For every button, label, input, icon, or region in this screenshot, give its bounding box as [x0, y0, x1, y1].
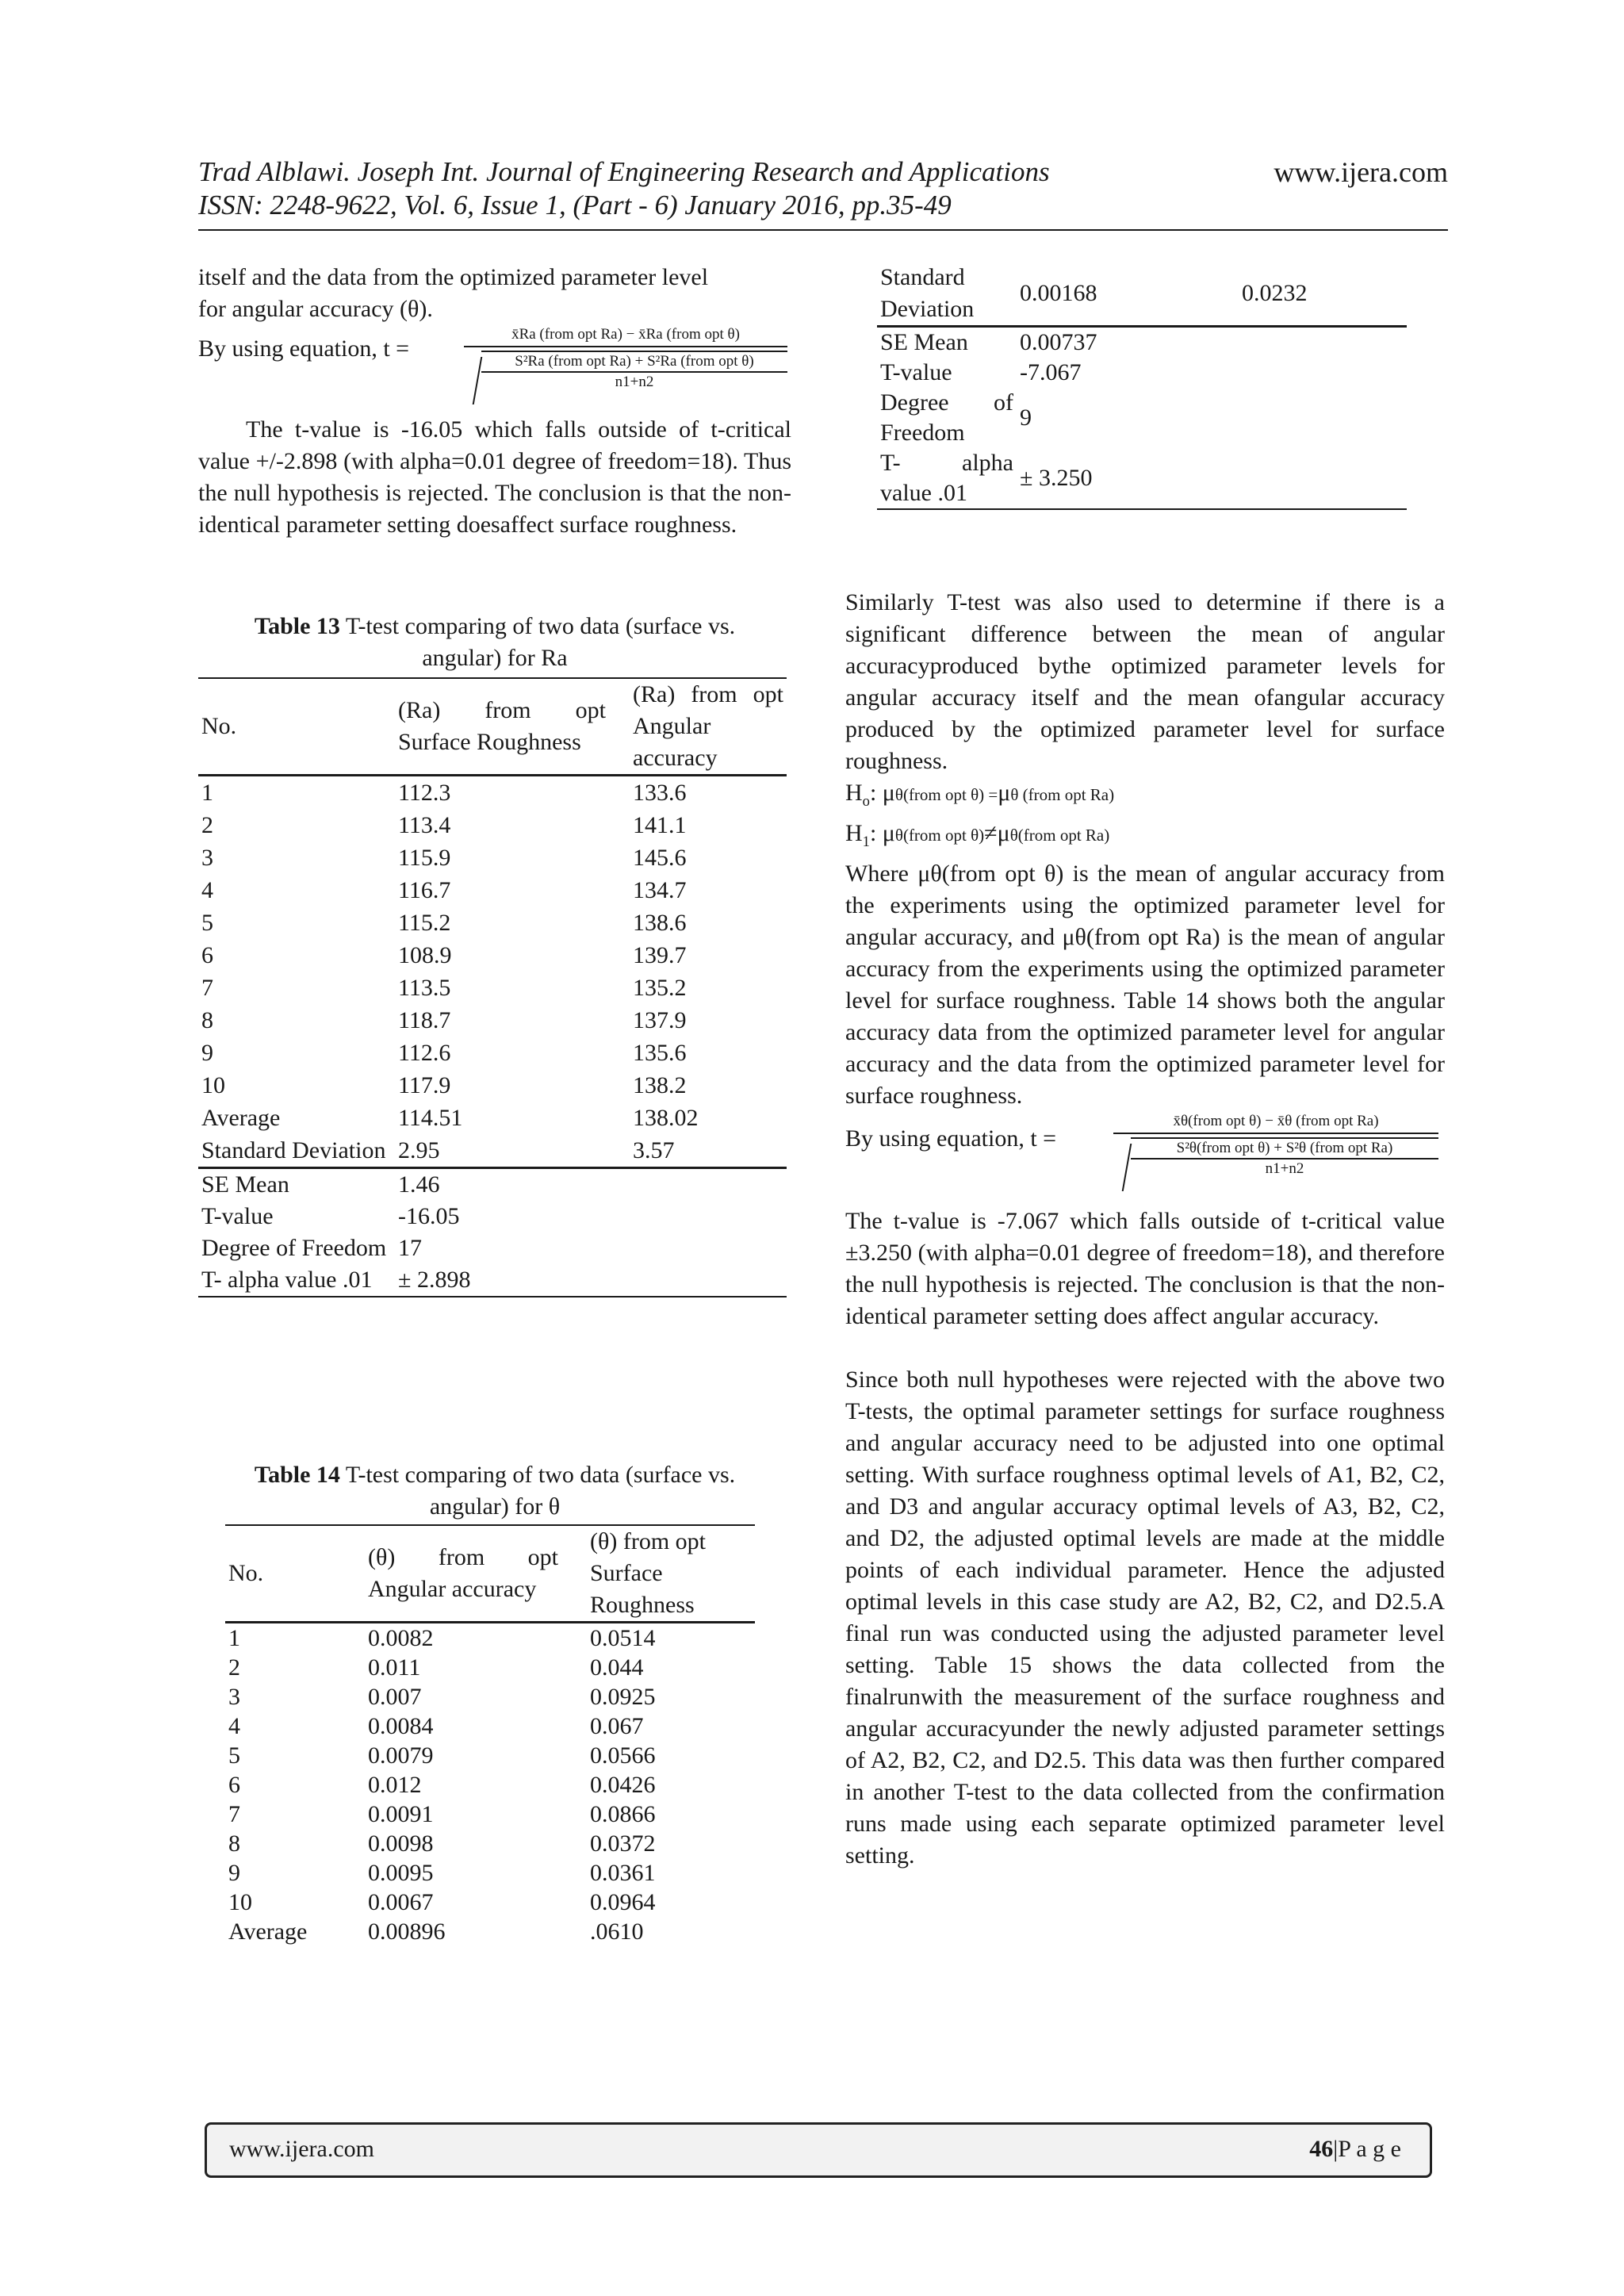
alt-hypothesis: $H_1$: μθ(from opt θ)≠μθ(from opt Ra) — [845, 820, 1110, 850]
table-cell: 0.0361 — [590, 1860, 656, 1886]
table-cell: 7 — [228, 1801, 240, 1827]
table-cell: T- alpha value .01 — [880, 450, 1013, 506]
table-cell: Degree of Freedom — [880, 389, 1013, 446]
header-website[interactable]: www.ijera.com — [1274, 156, 1448, 188]
table-cell: Degree of Freedom — [201, 1235, 387, 1261]
table-cell: 0.00168 — [1020, 280, 1097, 306]
table-cell: ± 2.898 — [398, 1267, 471, 1293]
table-row — [198, 1004, 787, 1037]
table-row — [198, 1037, 787, 1069]
table-cell: 133.6 — [633, 780, 687, 806]
table-cell: 135.6 — [633, 1040, 687, 1066]
table-row — [198, 809, 787, 841]
table-cell: 17 — [398, 1235, 422, 1261]
table-cell: 8 — [201, 1007, 213, 1033]
page-number: 46 — [1309, 2136, 1334, 2162]
header-citation-line2: ISSN: 2248-9622, Vol. 6, Issue 1, (Part - 6) January 2016, pp.35-49 — [198, 190, 952, 220]
table-cell: 145.6 — [633, 845, 687, 871]
table-cell: 113.4 — [398, 812, 451, 838]
table-cell: SE Mean — [880, 329, 968, 355]
table-cell: 139.7 — [633, 942, 687, 968]
table-14-continuation — [877, 262, 1413, 510]
table-cell: ± 3.250 — [1020, 465, 1093, 491]
table-cell: 5 — [228, 1742, 240, 1769]
table-row — [225, 1711, 755, 1741]
table-cell: 9 — [201, 1040, 213, 1066]
page-footer — [205, 2122, 1432, 2178]
table-row — [198, 939, 787, 972]
table-cell: 134.7 — [633, 877, 687, 903]
table-14-header-no: No. — [228, 1560, 264, 1586]
table-cell: SE Mean — [201, 1171, 289, 1198]
table-14-body — [225, 1623, 755, 1947]
table-cell: T- alpha value .01 — [201, 1267, 373, 1293]
table-cell: 0.067 — [590, 1713, 644, 1739]
table-cell: 0.0084 — [368, 1713, 434, 1739]
table-cell: 9 — [228, 1860, 240, 1886]
table-row — [877, 448, 1407, 509]
table-cell: 135.2 — [633, 975, 687, 1001]
table-cell: -7.067 — [1020, 359, 1082, 385]
table-14-caption-text: T-test comparing of two data (surface vs. angular) for θ — [345, 1462, 736, 1520]
table-cell: 0.0372 — [590, 1830, 656, 1857]
table-cell: 108.9 — [398, 942, 452, 968]
table-row — [225, 1858, 755, 1888]
table-13-header-col1: (Ra) from opt Surface Roughness — [398, 697, 606, 755]
table-14-caption — [198, 1459, 791, 1523]
table-row — [225, 1653, 755, 1682]
equation-2-n: n1+n2 — [1265, 1160, 1304, 1177]
table-row — [225, 1917, 755, 1946]
table-cell: 0.0082 — [368, 1625, 434, 1651]
table-13-label: Table 13 — [254, 613, 340, 639]
table-row — [877, 358, 1407, 388]
equation-1 — [198, 325, 791, 414]
table-cell: 3 — [228, 1684, 240, 1710]
table-13-header-col2: (Ra) from opt Angular accuracy — [633, 681, 783, 771]
table-13-caption-text: T-test comparing of two data (surface vs. angular) for Ra — [345, 613, 736, 671]
table-cell: 138.6 — [633, 910, 687, 936]
table-cell: 9 — [1020, 404, 1032, 431]
footer-page — [1309, 2136, 1401, 2163]
table-14-cont-body — [877, 262, 1407, 327]
sqrt-symbol-2 — [1113, 1144, 1132, 1191]
table-row — [198, 1069, 787, 1102]
table-cell: 0.0232 — [1242, 280, 1308, 306]
table-cell: 0.0426 — [590, 1772, 656, 1798]
table-cell: 4 — [228, 1713, 240, 1739]
result-paragraph: The t-value is -16.05 which falls outside of t-critical value +/-2.898 (with alpha=0.01 degree of freedom=18). Thus the null hypothesis is rejected. The conclusion is that the non-identical parameter setting doesaffect surface roughness. — [198, 416, 791, 538]
table-cell: 117.9 — [398, 1072, 451, 1098]
table-row — [198, 776, 787, 810]
table-row — [198, 907, 787, 939]
table-cell: 10 — [201, 1072, 225, 1098]
table-cell: 0.0866 — [590, 1801, 656, 1827]
table-14-header-col1: (θ) from opt Angular accuracy — [368, 1544, 558, 1602]
table-row — [225, 1770, 755, 1800]
equation-2 — [845, 1112, 1445, 1205]
table-cell: 2.95 — [398, 1137, 440, 1163]
table-13-stats — [198, 1168, 787, 1297]
table-cell: 113.5 — [398, 975, 451, 1001]
equation-1-label: By using equation, t = — [198, 335, 410, 362]
table-cell: Average — [201, 1105, 281, 1131]
table-cell: 0.007 — [368, 1684, 422, 1710]
equation-2-label: By using equation, t = — [845, 1125, 1057, 1152]
right-paragraph-1: Similarly T-test was also used to determine if there is a significant difference between the mean of angular accuracyproduced bythe optimized parameter levels for angular accuracy itself and the mean ofangular accuracy produced by the optimized parameter level for surface roughness. — [845, 589, 1445, 774]
table-cell: 8 — [228, 1830, 240, 1857]
table-cell: 6 — [228, 1772, 240, 1798]
table-cell: 2 — [201, 812, 213, 838]
table-13-header-no: No. — [201, 713, 237, 739]
table-cell: .0610 — [590, 1918, 644, 1945]
table-cell: 0.00737 — [1020, 329, 1097, 355]
table-13-body — [198, 776, 787, 1168]
table-cell: T-value — [880, 359, 952, 385]
table-cell: 0.00896 — [368, 1918, 446, 1945]
table-cell: 7 — [201, 975, 213, 1001]
table-cell: 0.011 — [368, 1654, 421, 1681]
table-13-header-row — [198, 678, 787, 776]
table-cell: 138.2 — [633, 1072, 687, 1098]
table-cell: 141.1 — [633, 812, 687, 838]
table-14-block — [198, 1459, 791, 1946]
table-cell: 3.57 — [633, 1137, 675, 1163]
table-cell: 0.044 — [590, 1654, 644, 1681]
table-cell: 115.9 — [398, 845, 451, 871]
table-row — [198, 1168, 787, 1202]
equation-1-denominator: S²Ra (from opt Ra) + S²Ra (from opt θ) — [481, 352, 787, 373]
table-cell: 0.0079 — [368, 1742, 434, 1769]
table-cell: 6 — [201, 942, 213, 968]
sqrt-symbol — [463, 357, 483, 404]
left-column — [198, 262, 791, 541]
table-row — [198, 1201, 787, 1232]
table-row — [225, 1682, 755, 1711]
table-cell: 0.0067 — [368, 1889, 434, 1915]
table-cell: 116.7 — [398, 877, 451, 903]
table-row — [225, 1829, 755, 1858]
table-row — [198, 874, 787, 907]
table-14-header-col2: (θ) from opt Surface Roughness — [590, 1528, 707, 1618]
table-row — [225, 1623, 755, 1654]
table-cell: 0.0514 — [590, 1625, 656, 1651]
table-row — [225, 1800, 755, 1829]
table-row — [198, 1102, 787, 1134]
table-14 — [225, 1524, 755, 1946]
table-14-header-row — [225, 1525, 755, 1623]
table-cell: 0.0964 — [590, 1889, 656, 1915]
table-13 — [198, 677, 787, 1297]
table-cell: 1.46 — [398, 1171, 440, 1198]
table-cell: 137.9 — [633, 1007, 687, 1033]
right-paragraph-2: Where μθ(from opt θ) is the mean of angular accuracy from the experiments using the optimized parameter level for angular accuracy, and μθ(from opt Ra) is the mean of angular accuracy from the experiments using the optimized parameter level for surface roughness. Table 14 shows both the angular accuracy data from the optimized parameter level for angular accuracy and the data from the optimized parameter level for surface roughness. — [845, 861, 1445, 1109]
table-13-block — [198, 611, 791, 1297]
table-cell: 0.0925 — [590, 1684, 656, 1710]
table-cell: Standard Deviation — [880, 264, 975, 322]
table-cell: 3 — [201, 845, 213, 871]
null-hypothesis: $H_o$: μθ(from opt θ) =μθ (from opt Ra) — [845, 780, 1115, 810]
table-13-caption — [198, 611, 791, 674]
intro-line2: for angular accuracy (θ). — [198, 296, 433, 322]
table-cell: 1 — [201, 780, 213, 806]
table-cell: 10 — [228, 1889, 252, 1915]
right-column — [845, 587, 1445, 1872]
header-citation-line1: Trad Alblawi. Joseph Int. Journal of Engineering Research and Applications — [198, 156, 1050, 187]
page-label: |P a g e — [1333, 2136, 1401, 2162]
table-14-label: Table 14 — [254, 1462, 340, 1488]
table-cell: 4 — [201, 877, 213, 903]
table-row — [198, 1232, 787, 1264]
table-row — [198, 972, 787, 1004]
table-cell: 0.0566 — [590, 1742, 656, 1769]
table-cell: 112.3 — [398, 780, 451, 806]
table-cell: 0.012 — [368, 1772, 422, 1798]
intro-line1: itself and the data from the optimized parameter level — [198, 264, 709, 290]
table-row — [877, 262, 1407, 327]
right-paragraph-4: Since both null hypotheses were rejected with the above two T-tests, the optimal parameter settings for surface roughness and angular accuracy need to be adjusted into one optimal setting. With surface roughness optimal levels of A1, B2, C2, and D3 and angular accuracy optimal levels of A3, B2, C2, and D2, the adjusted optimal levels are made at the middle points of each individual parameter. Hence the adjusted optimal levels in this case study are A2, B2, C2, and D2.5.A final run was conducted using the adjusted parameter level setting. Table 15 shows the data collected from the finalrunwith the measurement of the surface roughness and angular accuracyunder the newly adjusted parameter settings of A2, B2, C2, and D2.5. This data was then further compared in another T-test to the data collected from the confirmation runs made using each separate optimized parameter level setting. — [845, 1366, 1445, 1869]
table-row — [225, 1741, 755, 1770]
equation-2-denominator: S²θ(from opt θ) + S²θ (from opt Ra) — [1131, 1139, 1438, 1159]
table-row — [198, 1264, 787, 1297]
table-cell: 1 — [228, 1625, 240, 1651]
table-cell: Average — [228, 1918, 308, 1945]
table-14-cont — [877, 262, 1407, 510]
table-cell: T-value — [201, 1203, 274, 1229]
table-row — [877, 388, 1407, 448]
table-cell: 5 — [201, 910, 213, 936]
table-cell: 114.51 — [398, 1105, 463, 1131]
right-paragraph-3: The t-value is -7.067 which falls outside of t-critical value ±3.250 (with alpha=0.01 degree of freedom=18), and therefore the null hypothesis is rejected. The conclusion is that the non-identical parameter setting does affect angular accuracy. — [845, 1208, 1445, 1329]
footer-website[interactable]: www.ijera.com — [229, 2136, 374, 2162]
equation-1-n: n1+n2 — [615, 374, 654, 390]
table-cell: -16.05 — [398, 1203, 460, 1229]
table-row — [198, 841, 787, 874]
table-cell: 2 — [228, 1654, 240, 1681]
equation-2-numerator: x̄θ(from opt θ) − x̄θ (from opt Ra) — [1113, 1112, 1438, 1134]
equation-1-numerator: x̄Ra (from opt Ra) − x̄Ra (from opt θ) — [464, 325, 787, 347]
table-cell: Standard Deviation — [201, 1137, 386, 1163]
table-cell: 118.7 — [398, 1007, 451, 1033]
table-14-stats — [877, 327, 1407, 510]
table-row — [225, 1888, 755, 1917]
table-cell: 0.0098 — [368, 1830, 434, 1857]
table-cell: 115.2 — [398, 910, 451, 936]
table-row — [877, 327, 1407, 358]
table-row — [198, 1134, 787, 1168]
table-cell: 0.0095 — [368, 1860, 434, 1886]
header-rule — [198, 229, 1448, 231]
table-cell: 112.6 — [398, 1040, 451, 1066]
table-cell: 0.0091 — [368, 1801, 434, 1827]
table-cell: 138.02 — [633, 1105, 699, 1131]
